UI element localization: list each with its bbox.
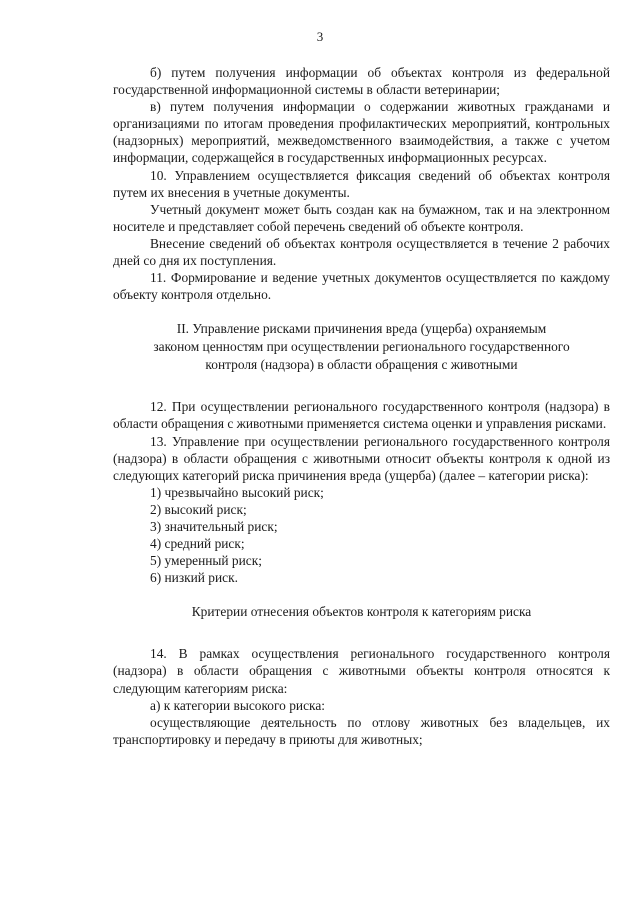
paragraph-13: 13. Управление при осуществлении регионального государственного контроля (надзора) в области обращения с животными относит объекты контроля к одной из следующих категорий риска причинения вреда (ущерба) (далее – категории риска): xyxy=(113,433,610,483)
list-item: 3) значительный риск; xyxy=(150,518,278,534)
paragraph-vnesenie-svedeniy: Внесение сведений об объектах контроля осуществляется в течение 2 рабочих дней со дня их поступления. xyxy=(113,235,610,269)
paragraph-uchetny-dokument: Учетный документ может быть создан как на бумажном, так и на электронном носителе и представляет собой перечень сведений об объекте контроля. xyxy=(113,201,610,234)
list-item: 1) чрезвычайно высокий риск; xyxy=(150,484,324,500)
spacer xyxy=(113,586,610,603)
paragraph-12: 12. При осуществлении регионального государственного контроля (надзора) в области обращения с животными применяется система оценки и управления рисками. xyxy=(113,399,610,432)
paragraph-14a: а) к категории высокого риска: xyxy=(150,697,325,713)
section-heading-line: контроля (надзора) в области обращения с животными xyxy=(205,357,518,373)
section-heading-line: законом ценностям при осуществлении регионального государственного xyxy=(153,339,570,355)
spacer xyxy=(113,303,610,320)
spacer xyxy=(113,374,610,398)
paragraph-11: 11. Формирование и ведение учетных документов осуществляется по каждому объекту контроля отдельно. xyxy=(113,270,610,303)
page-number: 3 xyxy=(316,29,324,44)
list-item: 5) умеренный риск; xyxy=(150,553,262,569)
paragraph-9v: в) путем получения информации о содержании животных гражданами и организациями по итогам проведения профилактических мероприятий, контрольных (надзорных) мероприятий, межведомственного взаимодействия, а также с учетом информации, содержащейся в государственных информационных ресурсах. xyxy=(113,99,610,166)
document-body xyxy=(113,64,610,748)
paragraph-9b: б) путем получения информации об объектах контроля из федеральной государственной информационной системы в области ветеринарии; xyxy=(113,65,610,98)
paragraph-14: 14. В рамках осуществления регионального государственного контроля (надзора) в области обращения с животными объекты контроля относятся к следующим категориям риска: xyxy=(113,646,610,696)
section-heading-line: II. Управление рисками причинения вреда (ущерба) охраняемым xyxy=(176,321,547,337)
list-item: 6) низкий риск. xyxy=(150,570,238,586)
paragraph-14a-item: осуществляющие деятельность по отлову животных без владельцев, их транспортировку и передачу в приюты для животных; xyxy=(113,714,610,747)
list-item: 4) средний риск; xyxy=(150,536,245,552)
risk-category-list xyxy=(113,484,610,587)
spacer xyxy=(113,621,610,645)
paragraph-10: 10. Управлением осуществляется фиксация сведений об объектах контроля путем их внесения в учетные документы. xyxy=(113,167,610,200)
list-item: 2) высокий риск; xyxy=(150,501,247,517)
section-heading xyxy=(113,320,610,374)
criteria-heading: Критерии отнесения объектов контроля к категориям риска xyxy=(191,604,532,620)
